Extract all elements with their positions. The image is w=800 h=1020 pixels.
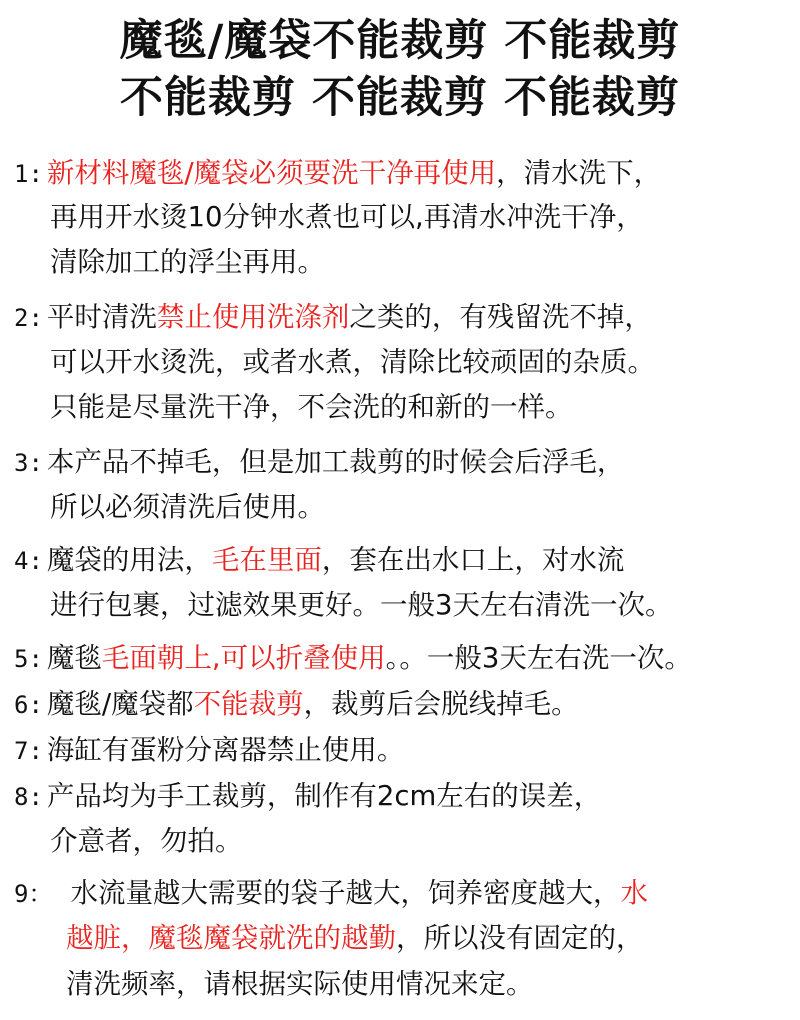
item-number: 7: [14,737,43,765]
highlight-text: 毛在里面 [211,544,322,576]
item-number: 8: [14,783,43,811]
body-text: 介意者，勿拍。 [50,825,243,857]
body-text: 可以开水烫洗，或者水煮，清除比较顽固的杂质。 [50,346,655,378]
body-text: 平时清洗 [46,301,157,333]
item-number: 3: [14,449,43,477]
item-4-line-1 [14,543,800,578]
item-number: 4: [14,547,43,575]
body-text: ，套在出水口上，对水流 [321,544,625,576]
item-2-line-3 [50,390,800,424]
item-3-line-2 [50,490,800,524]
item-6-line-1 [14,687,800,722]
item-9-line-1 [14,876,800,911]
body-text: 只能是尽量洗干净，不会洗的和新的一样。 [50,391,573,423]
item-1-line-1 [14,156,800,191]
body-text: 所以必须清洗后使用。 [50,491,325,523]
body-text: 清除加工的浮尘再用。 [50,246,325,278]
body-text: 本产品不掉毛，但是加工裁剪的时候会后浮毛， [46,446,625,478]
item-3-line-1 [14,445,800,480]
highlight-text: 越脏，魔毯魔袋就洗的越勤 [66,922,396,954]
item-2-line-1 [14,300,800,335]
item-9-line-3 [66,967,800,1001]
item-1-line-3 [50,245,800,279]
body-text: 之类的，有残留洗不掉， [349,301,652,333]
item-8-line-2 [50,824,800,858]
item-number: 6: [14,691,43,719]
body-text: ，所以没有固定的， [396,922,644,954]
highlight-text: 水 [620,877,648,909]
highlight-text: 禁止使用洗涤剂 [156,301,350,333]
page-title-line-2: 不能裁剪 不能裁剪 不能裁剪 [120,73,680,123]
highlight-text: 新材料魔毯/魔袋必须要洗干净再使用 [46,157,497,189]
body-text: 。。一般3天左右洗一次。 [385,642,692,674]
body-text: 进行包裹，过滤效果更好。一般3天左右清洗一次。 [50,589,673,621]
item-number: 1: [14,160,43,188]
item-number: 9： [14,880,53,908]
highlight-text: 毛面朝上,可以折叠使用 [101,642,386,674]
body-text: 水流量越大需要的袋子越大，饲养密度越大， [70,877,621,909]
body-text: 清洗频率，请根据实际使用情况来定。 [66,968,534,1000]
item-number: 5: [14,645,43,673]
body-text: ，清水洗下， [496,157,662,189]
item-8-line-1 [14,779,800,814]
item-number: 2: [14,304,43,332]
item-9-line-2 [66,921,800,955]
item-5-line-1 [14,641,800,676]
body-text: ，裁剪后会脱线掉毛。 [303,688,579,720]
body-text: 海缸有蛋粉分离器禁止使用。 [46,734,405,766]
body-text: 魔袋的用法， [46,544,212,576]
item-1-line-2 [50,200,800,234]
highlight-text: 不能裁剪 [193,688,304,720]
body-text: 再用开水烫10分钟水煮也可以,再清水冲洗干净， [50,201,644,233]
item-7-line-1 [14,733,800,768]
page-title-line-1: 魔毯/魔袋不能裁剪 不能裁剪 [119,16,681,66]
body-text: 魔毯/魔袋都 [46,688,194,720]
item-4-line-2 [50,588,800,622]
body-text: 产品均为手工裁剪，制作有2cm左右的误差， [46,780,602,812]
body-text: 魔毯 [46,642,102,674]
item-2-line-2 [50,345,800,379]
